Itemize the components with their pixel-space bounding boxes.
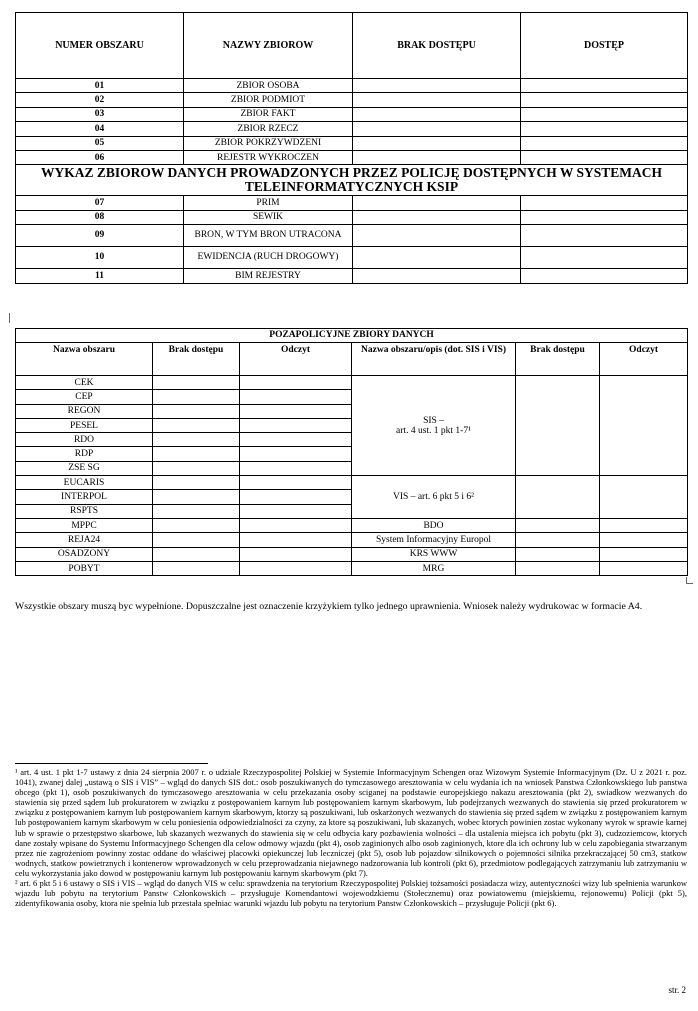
brak-dostepu-cell[interactable] (153, 390, 240, 404)
brak-dostepu-cell[interactable] (153, 533, 240, 547)
odczyt-cell[interactable] (240, 433, 352, 447)
brak-dostepu-cell[interactable] (353, 136, 521, 150)
header-dostep: DOSTĘP (521, 13, 688, 79)
row-name: REJESTR WYKROCZEN (184, 150, 353, 164)
table-row (16, 225, 688, 247)
right-area-name: System Informacyjny Europol (352, 533, 516, 547)
dostep-cell[interactable] (521, 210, 688, 224)
page-number: str. 2 (668, 985, 686, 995)
area-name: REGON (16, 404, 153, 418)
area-name: REJA24 (16, 533, 153, 547)
header-nazwa-opis: Nazwa obszaru/opis (dot. SIS i VIS) (352, 343, 516, 376)
right-area-name: KRS WWW (352, 547, 516, 561)
table-row (16, 122, 688, 136)
ksip-section-title: WYKAZ ZBIOROW DANYCH PROWADZONYCH PRZEZ POLICJĘ DOSTĘPNYCH W SYSTEMACH TELEINFORMATYCZNYCH KSIP (16, 165, 688, 196)
dostep-cell[interactable] (521, 122, 688, 136)
odczyt-cell[interactable] (600, 518, 688, 532)
header-nazwa-obszaru: Nazwa obszaru (16, 343, 153, 376)
brak-dostepu-cell[interactable] (353, 150, 521, 164)
row-name: PRIM (184, 196, 353, 210)
brak-dostepu-cell[interactable] (153, 376, 240, 390)
sis-label: SIS – (423, 415, 444, 426)
area-name: RDP (16, 447, 153, 461)
table-row (16, 247, 688, 269)
table-row (16, 533, 688, 547)
dostep-cell[interactable] (521, 247, 688, 269)
brak-dostepu-cell[interactable] (516, 518, 600, 532)
header-brak-dostepu-right: Brak dostępu (516, 343, 600, 376)
area-name: MPPC (16, 518, 153, 532)
brak-dostepu-cell[interactable] (153, 461, 240, 475)
pozapolicyjne-title: POZAPOLICYJNE ZBIORY DANYCH (16, 329, 688, 343)
right-area-name: MRG (352, 561, 516, 575)
header-brak-dostepu: BRAK DOSTĘPU (353, 13, 521, 79)
sis-brak-dostepu-cell[interactable] (516, 376, 600, 476)
area-name: RDO (16, 433, 153, 447)
area-name: INTERPOL (16, 490, 153, 504)
brak-dostepu-cell[interactable] (353, 107, 521, 121)
brak-dostepu-cell[interactable] (353, 93, 521, 107)
dostep-cell[interactable] (521, 196, 688, 210)
table-row (16, 376, 688, 390)
odczyt-cell[interactable] (240, 418, 352, 432)
odczyt-cell[interactable] (600, 561, 688, 575)
table-row (16, 269, 688, 283)
dostep-cell[interactable] (521, 150, 688, 164)
odczyt-cell[interactable] (240, 447, 352, 461)
sis-cell (352, 376, 516, 476)
dostep-cell[interactable] (521, 136, 688, 150)
table-row (16, 196, 688, 210)
table-row (16, 547, 688, 561)
brak-dostepu-cell[interactable] (153, 518, 240, 532)
row-number: 03 (16, 107, 184, 121)
odczyt-cell[interactable] (600, 533, 688, 547)
footnote-2: ² art. 6 pkt 5 i 6 ustawy o SIS i VIS – wgląd do danych VIS w celu: sprawdzenia na terytorium Rzeczypospolitej Polskiej tożsamości posiadacza wizy, autentyczności wizy lub spełnienia warunkow wjazdu lub pobytu na terytorium Panstw Członkowskich – przysługuje Komendantowi wojewodzkiemu (Stołecznemu) oraz powiatowemu (miejskiemu, rejonowemu) Policji (pkt 5), zidentyfikowania osoby, ktora nie spełnia lub przestała spełniac warunki wjazdu lub pobytu na terytorium Panstw Członkowskich – przysługuje Policji (pkt 6). (15, 878, 687, 909)
table-row (16, 210, 688, 224)
odczyt-cell[interactable] (240, 376, 352, 390)
header-brak-dostepu: Brak dostępu (153, 343, 240, 376)
row-number: 01 (16, 79, 184, 93)
row-name: ZBIOR FAKT (184, 107, 353, 121)
dostep-cell[interactable] (521, 79, 688, 93)
brak-dostepu-cell[interactable] (516, 533, 600, 547)
sis-description: art. 4 ust. 1 pkt 1-7¹ (396, 425, 471, 436)
brak-dostepu-cell[interactable] (516, 561, 600, 575)
table-row (16, 107, 688, 121)
area-name: OSADZONY (16, 547, 153, 561)
sis-odczyt-cell[interactable] (600, 376, 688, 476)
dostep-cell[interactable] (521, 107, 688, 121)
brak-dostepu-cell[interactable] (516, 547, 600, 561)
table-row (16, 150, 688, 164)
odczyt-cell[interactable] (240, 504, 352, 518)
brak-dostepu-cell[interactable] (153, 447, 240, 461)
brak-dostepu-cell[interactable] (153, 404, 240, 418)
table-row (16, 79, 688, 93)
vis-brak-dostepu-cell[interactable] (516, 476, 600, 519)
row-number: 11 (16, 269, 184, 283)
table-row (16, 93, 688, 107)
brak-dostepu-cell[interactable] (353, 247, 521, 269)
odczyt-cell[interactable] (240, 561, 352, 575)
paragraph-mark (9, 313, 14, 323)
area-name: EUCARIS (16, 476, 153, 490)
header-nazwy-zbiorow: NAZWY ZBIOROW (184, 13, 353, 79)
area-name: CEK (16, 376, 153, 390)
odczyt-cell[interactable] (240, 533, 352, 547)
row-number: 04 (16, 122, 184, 136)
ksip-table (15, 12, 688, 284)
footnote-separator (15, 763, 208, 764)
odczyt-cell[interactable] (240, 547, 352, 561)
brak-dostepu-cell[interactable] (353, 225, 521, 247)
header-odczyt: Odczyt (240, 343, 352, 376)
brak-dostepu-cell[interactable] (353, 269, 521, 283)
pozapolicyjne-title-row (16, 329, 688, 343)
row-number: 06 (16, 150, 184, 164)
row-number: 02 (16, 93, 184, 107)
row-name: ZBIOR POKRZYWDZENI (184, 136, 353, 150)
row-number: 10 (16, 247, 184, 269)
odczyt-cell[interactable] (600, 547, 688, 561)
brak-dostepu-cell[interactable] (353, 79, 521, 93)
ksip-header-row (16, 13, 688, 79)
table-end-mark (686, 577, 693, 584)
pozapolicyjne-table (15, 328, 688, 576)
area-name: PESEL (16, 418, 153, 432)
table-row (16, 561, 688, 575)
row-number: 05 (16, 136, 184, 150)
footnote-1: ¹ art. 4 ust. 1 pkt 1-7 ustawy z dnia 24 sierpnia 2007 r. o udziale Rzeczypospolitej Polskiej w Systemie Informacyjnym Schengen oraz Wizowym Systemie Informacyjnym (Dz. U z 2021 r. poz. 1041), zwanej dalej „ustawą o SIS i VIS” – wgląd do danych SIS dot.: osob poszukiwanych do tymczasowego aresztowania w celu wydania ich na wniosek Panstwa Członkowskiego lub panstwa obcego (pkt 1), osob poszukiwanych do tymczasowego aresztowania w celu przekazania osoby sciganej na podstawie europejskiego nakazu aresztowania (pkt 2), swiadkow wezwanych do stawienia się przed sądem lub prokuratorem w związku z postępowaniem karnym lub postępowaniem karnym skarbowym, lub podejrzanych wezwanych do stawienia się przed prokuratorem w związku z postępowaniem karnym lub postępowaniem karnym skarbowym, ktorzy są poszukiwani, lub oskarżonych wezwanych do stawienia się przed sądem w związku z postępowaniem karnym lub postępowaniem karnym skarbowym w celu poniesienia odpowiedzialności za czyny, za ktore są poszukiwani, lub skazanych, wobec ktorych powinien zostac wykonany wyrok w sprawie karnej lub w sprawie o przestępstwo skarbowe, lub skazanych wezwanych do stawienia się w celu odbycia kary pozbawienia wolności – dla ustalenia miejsca ich pobytu (pkt 3), cudzoziemcow, ktorych dane zostały wpisane do Systemu Informacyjnego Schengen dla celow odmowy wjazdu (pkt 4), osob zaginionych albo osob zaginionych, ktore dla ich ochrony lub w celu zapobiegania stwarzanym przez nie zagrożeniom powinny zostac oddane do właściwej placowki opiekunczej lub leczniczej (pkt 5), osob lub pojazdow silnikowych o pojemności silnika przekraczającej 50 cm3, statkow wodnych, statkow powietrznych i kontenerow wprowadzonych w celu przeprowadzania niejawnego nadzorowania lub kontroli (pkt 6), przedmiotow podlegających zatrzymaniu lub zatrzymaniu w celu wykorzystania jako dowod w postępowaniu karnym lub postępowaniu karnym skarbowym (pkt 7). (15, 767, 687, 878)
brak-dostepu-cell[interactable] (153, 561, 240, 575)
brak-dostepu-cell[interactable] (153, 490, 240, 504)
brak-dostepu-cell[interactable] (153, 418, 240, 432)
table-row (16, 518, 688, 532)
row-number: 07 (16, 196, 184, 210)
brak-dostepu-cell[interactable] (153, 433, 240, 447)
brak-dostepu-cell[interactable] (353, 210, 521, 224)
brak-dostepu-cell[interactable] (153, 476, 240, 490)
odczyt-cell[interactable] (240, 461, 352, 475)
odczyt-cell[interactable] (240, 518, 352, 532)
table-row (16, 136, 688, 150)
odczyt-cell[interactable] (240, 390, 352, 404)
dostep-cell[interactable] (521, 269, 688, 283)
brak-dostepu-cell[interactable] (153, 547, 240, 561)
pozapolicyjne-header-row (16, 343, 688, 376)
instruction-note: Wszystkie obszary muszą byc wypełnione. Dopuszczalne jest oznaczenie krzyżykiem tylko jednego uprawnienia. Wniosek należy wydrukowac w formacie A4. (15, 601, 643, 612)
section-title-row (16, 165, 688, 196)
header-odczyt-right: Odczyt (600, 343, 688, 376)
row-name: EWIDENCJA (RUCH DROGOWY) (184, 247, 353, 269)
dostep-cell[interactable] (521, 93, 688, 107)
brak-dostepu-cell[interactable] (353, 122, 521, 136)
row-name: ZBIOR OSOBA (184, 79, 353, 93)
row-number: 09 (16, 225, 184, 247)
vis-cell: VIS – art. 6 pkt 5 i 6² (352, 476, 516, 519)
area-name: RSPTS (16, 504, 153, 518)
row-name: ZBIOR RZECZ (184, 122, 353, 136)
vis-odczyt-cell[interactable] (600, 476, 688, 519)
brak-dostepu-cell[interactable] (153, 504, 240, 518)
dostep-cell[interactable] (521, 225, 688, 247)
area-name: CEP (16, 390, 153, 404)
row-name: ZBIOR PODMIOT (184, 93, 353, 107)
odczyt-cell[interactable] (240, 476, 352, 490)
header-numer-obszaru: NUMER OBSZARU (16, 13, 184, 79)
right-area-name: BDO (352, 518, 516, 532)
row-number: 08 (16, 210, 184, 224)
area-name: POBYT (16, 561, 153, 575)
odczyt-cell[interactable] (240, 404, 352, 418)
footnotes (15, 767, 687, 908)
brak-dostepu-cell[interactable] (353, 196, 521, 210)
row-name: BIM REJESTRY (184, 269, 353, 283)
odczyt-cell[interactable] (240, 490, 352, 504)
area-name: ZSE SG (16, 461, 153, 475)
table-row (16, 476, 688, 490)
row-name: SEWIK (184, 210, 353, 224)
row-name: BRON, W TYM BRON UTRACONA (184, 225, 353, 247)
